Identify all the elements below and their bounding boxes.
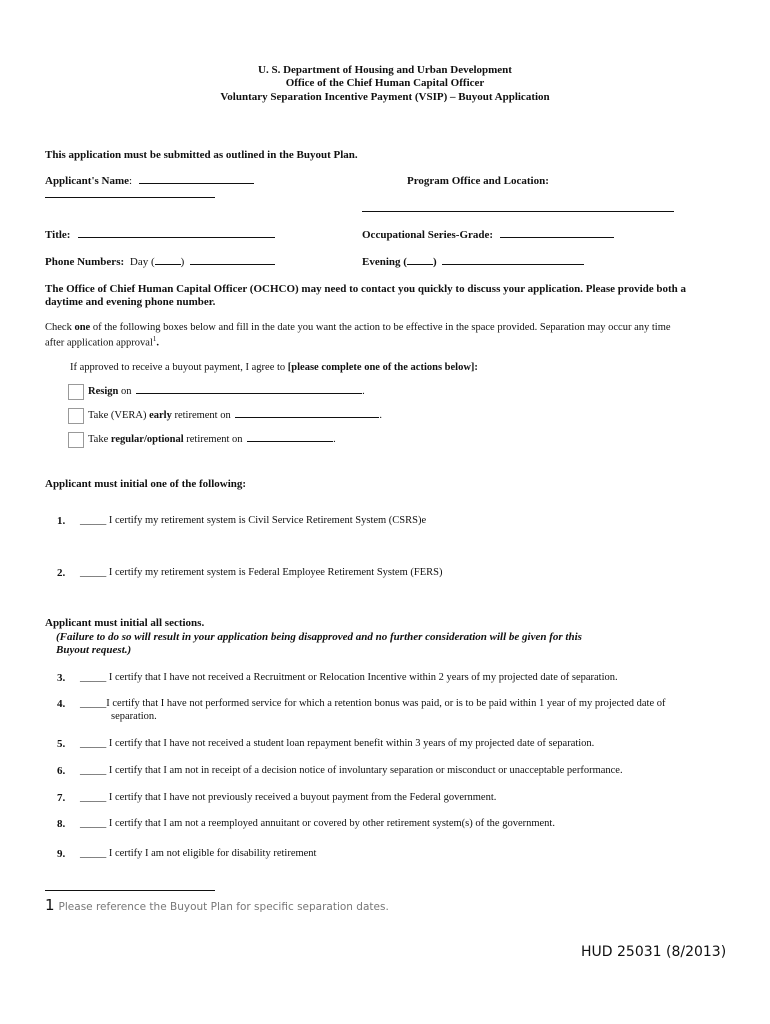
regular-option: Take regular/optional retirement on .	[88, 434, 336, 445]
program-office-field[interactable]	[362, 211, 674, 212]
item-disability[interactable]: _____ I certify I am not eligible for disability retirement	[80, 848, 317, 859]
evening-label: Evening (	[362, 256, 407, 268]
item-csrs[interactable]: _____ I certify my retirement system is Civil Service Retirement System (CSRS)e	[80, 515, 427, 526]
item-number: 1.	[57, 515, 66, 527]
title-label: Title:	[45, 229, 71, 241]
title-row	[45, 229, 275, 241]
item-number: 3.	[57, 672, 66, 684]
footnote-ref[interactable]: 1	[152, 335, 157, 343]
item-retention[interactable]: _____I certify that I have not performed service for which a retention bonus was paid, or is to be paid within 1 year of my projected date of	[80, 698, 666, 709]
series-grade-label: Occupational Series-Grade:	[362, 229, 494, 241]
item-number: 2.	[57, 567, 66, 579]
item-number: 8.	[57, 818, 66, 830]
form-number: HUD 25031 (8/2013)	[581, 944, 727, 960]
item-fers[interactable]: _____ I certify my retirement system is Federal Employee Retirement System (FERS)	[80, 567, 443, 578]
item-recruitment[interactable]: _____ I certify that I have not received a Recruitment or Relocation Incentive within 2 years of my projected date of separation.	[80, 672, 618, 683]
footnote-divider	[45, 890, 215, 891]
resign-date-field[interactable]	[136, 392, 362, 394]
intro-text: This application must be submitted as outlined in the Buyout Plan.	[45, 149, 358, 161]
applicant-name-field[interactable]	[139, 182, 254, 184]
item-student-loan[interactable]: _____ I certify that I have not received a student loan repayment benefit within 3 years of my projected date of separation.	[80, 738, 595, 749]
item-reemployed[interactable]: _____ I certify that I am not a reemployed annuitant or covered by other retirement system(s) of the government.	[80, 818, 555, 829]
phone-label: Phone Numbers:	[45, 256, 125, 268]
item-number: 9.	[57, 848, 66, 860]
approve-line: If approved to receive a buyout payment, I agree to [please complete one of the actions below]:	[70, 362, 478, 373]
resign-option: Resign on .	[88, 386, 365, 397]
ochco-notice-line1: The Office of Chief Human Capital Officer (OCHCO) may need to contact you quickly to discuss your application. Please provide both a	[45, 283, 687, 295]
header-agency: U. S. Department of Housing and Urban Development	[258, 64, 512, 76]
section1-title: Applicant must initial one of the following:	[45, 478, 247, 490]
evening-area-code-field[interactable]	[407, 263, 433, 265]
applicant-name-field-cont[interactable]	[45, 197, 215, 198]
section2-note2: Buyout request.)	[56, 644, 132, 656]
phone-row: Phone Numbers: Day ( )	[45, 256, 275, 268]
item-number: 5.	[57, 738, 66, 750]
item-number: 7.	[57, 792, 66, 804]
check-instruction-line1: Check one of the following boxes below and fill in the date you want the action to be effective in the space provided. Separation may occur any time	[45, 322, 671, 333]
evening-row: Evening ( )	[362, 256, 584, 268]
day-area-code-field[interactable]	[155, 263, 181, 265]
item-involuntary[interactable]: _____ I certify that I am not in receipt of a decision notice of involuntary separation or misconduct or unacceptable performance.	[80, 765, 623, 776]
footnote	[45, 896, 389, 915]
regular-date-field[interactable]	[247, 440, 333, 442]
title-field[interactable]	[78, 236, 275, 238]
item-number: 4.	[57, 698, 66, 710]
vera-checkbox[interactable]	[68, 408, 84, 424]
day-phone-field[interactable]	[190, 263, 275, 265]
resign-checkbox[interactable]	[68, 384, 84, 400]
evening-phone-field[interactable]	[442, 263, 584, 265]
applicant-name-row: Applicant's Name:	[45, 175, 254, 187]
ochco-notice-line2: daytime and evening phone number.	[45, 296, 216, 308]
vera-date-field[interactable]	[235, 416, 379, 418]
section2-title: Applicant must initial all sections.	[45, 617, 205, 629]
header-office: Office of the Chief Human Capital Officer	[285, 77, 485, 89]
item-retention-cont: separation.	[111, 711, 157, 722]
program-office-label: Program Office and Location:	[407, 175, 549, 187]
series-grade-row	[362, 229, 614, 241]
series-grade-field[interactable]	[500, 236, 614, 238]
check-instruction-line2: after application approval$^1$.	[45, 335, 159, 349]
footnote-number: 1	[45, 896, 55, 914]
item-number: 6.	[57, 765, 66, 777]
regular-checkbox[interactable]	[68, 432, 84, 448]
applicant-name-label: Applicant's Name	[45, 175, 130, 187]
vera-option: Take (VERA) early retirement on .	[88, 410, 382, 421]
section2-note1: (Failure to do so will result in your application being disapproved and no further consideration will be given for this	[56, 631, 582, 643]
item-prior-buyout[interactable]: _____ I certify that I have not previously received a buyout payment from the Federal government.	[80, 792, 497, 803]
header-form-title: Voluntary Separation Incentive Payment (VSIP) – Buyout Application	[220, 91, 550, 103]
footnote-text: Please reference the Buyout Plan for specific separation dates.	[58, 901, 389, 913]
